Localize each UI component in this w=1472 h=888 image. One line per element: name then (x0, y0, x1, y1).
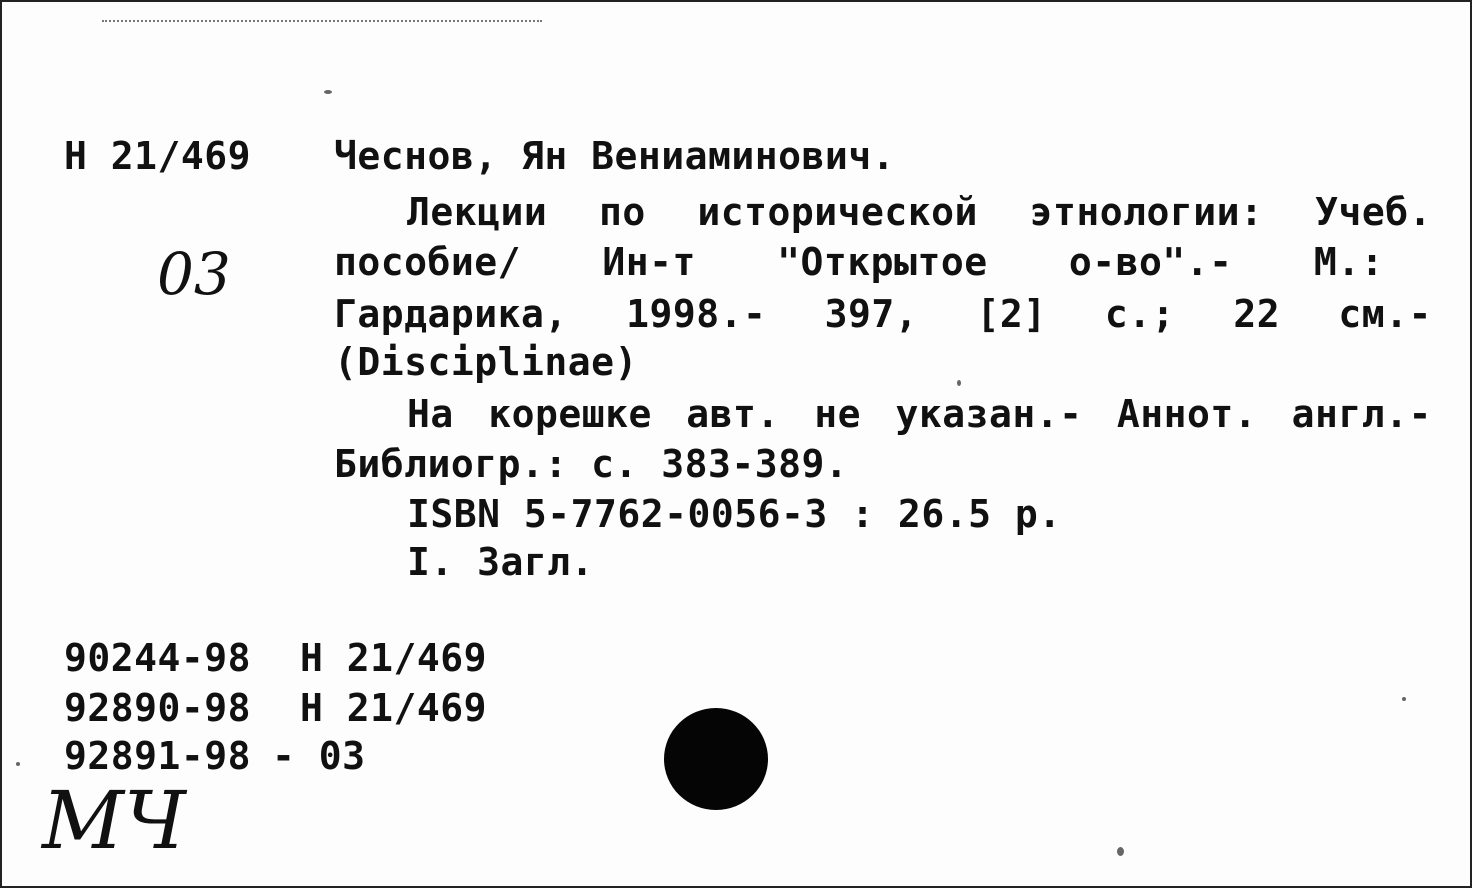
accession-number: 90244-98 (64, 636, 252, 680)
scan-speck (957, 380, 961, 386)
bibliography-note: Библиогр.: с. 383-389. (334, 442, 849, 486)
call-number: Н 21/469 (64, 134, 252, 178)
title-line-1 (407, 190, 1432, 234)
accession-location: - 03 (272, 734, 366, 778)
accession-number: 92891-98 (64, 734, 252, 778)
top-dotted-rule (102, 20, 542, 24)
title-word: Лекции (407, 190, 548, 234)
accession-location: Н 21/469 (300, 636, 488, 680)
note-word: Аннот. (1116, 392, 1258, 436)
note-word: не (814, 392, 862, 436)
title-word: пособие/ (334, 240, 522, 284)
title-word: "Открытое (777, 240, 988, 284)
note-word: корешке (488, 392, 652, 436)
imprint-part: с.; (1104, 292, 1176, 336)
title-word: исторической (697, 190, 978, 234)
scan-speck (1117, 847, 1124, 856)
imprint-part: см.- (1338, 292, 1432, 336)
handwritten-mark: 03 (157, 240, 231, 308)
title-word: М.: (1313, 240, 1384, 284)
scan-speck (1402, 697, 1406, 701)
series-note: (Disciplinae) (334, 340, 638, 384)
note-word: указан.- (895, 392, 1083, 436)
imprint-part: [2] (976, 292, 1047, 336)
note-word: На (407, 392, 454, 436)
imprint-part: Гардарика, (334, 292, 568, 336)
title-word: этнологии: (1029, 190, 1264, 234)
title-word: о-во".- (1068, 240, 1233, 284)
scan-speck (16, 762, 20, 766)
accession-number: 92890-98 (64, 686, 252, 730)
title-word: Ин-т (602, 240, 696, 284)
isbn-price: ISBN 5-7762-0056-3 : 26.5 р. (407, 492, 1062, 536)
scan-speck (324, 90, 332, 94)
punch-hole (664, 708, 768, 810)
author-heading: Чеснов, Ян Вениаминович. (334, 134, 896, 178)
added-entry: I. Загл. (407, 540, 595, 584)
notes-line-1 (407, 392, 1432, 436)
title-word: по (598, 190, 646, 234)
title-word: Учеб. (1315, 190, 1432, 234)
imprint-part: 22 (1233, 292, 1281, 336)
imprint-part: 397, (824, 292, 919, 336)
imprint-line (334, 292, 1432, 336)
note-word: авт. (686, 392, 780, 436)
handwritten-initials: МЧ (42, 774, 186, 867)
title-line-2 (334, 240, 1384, 284)
accession-location: Н 21/469 (300, 686, 488, 730)
imprint-part: 1998.- (626, 292, 767, 336)
note-word: англ.- (1291, 392, 1432, 436)
